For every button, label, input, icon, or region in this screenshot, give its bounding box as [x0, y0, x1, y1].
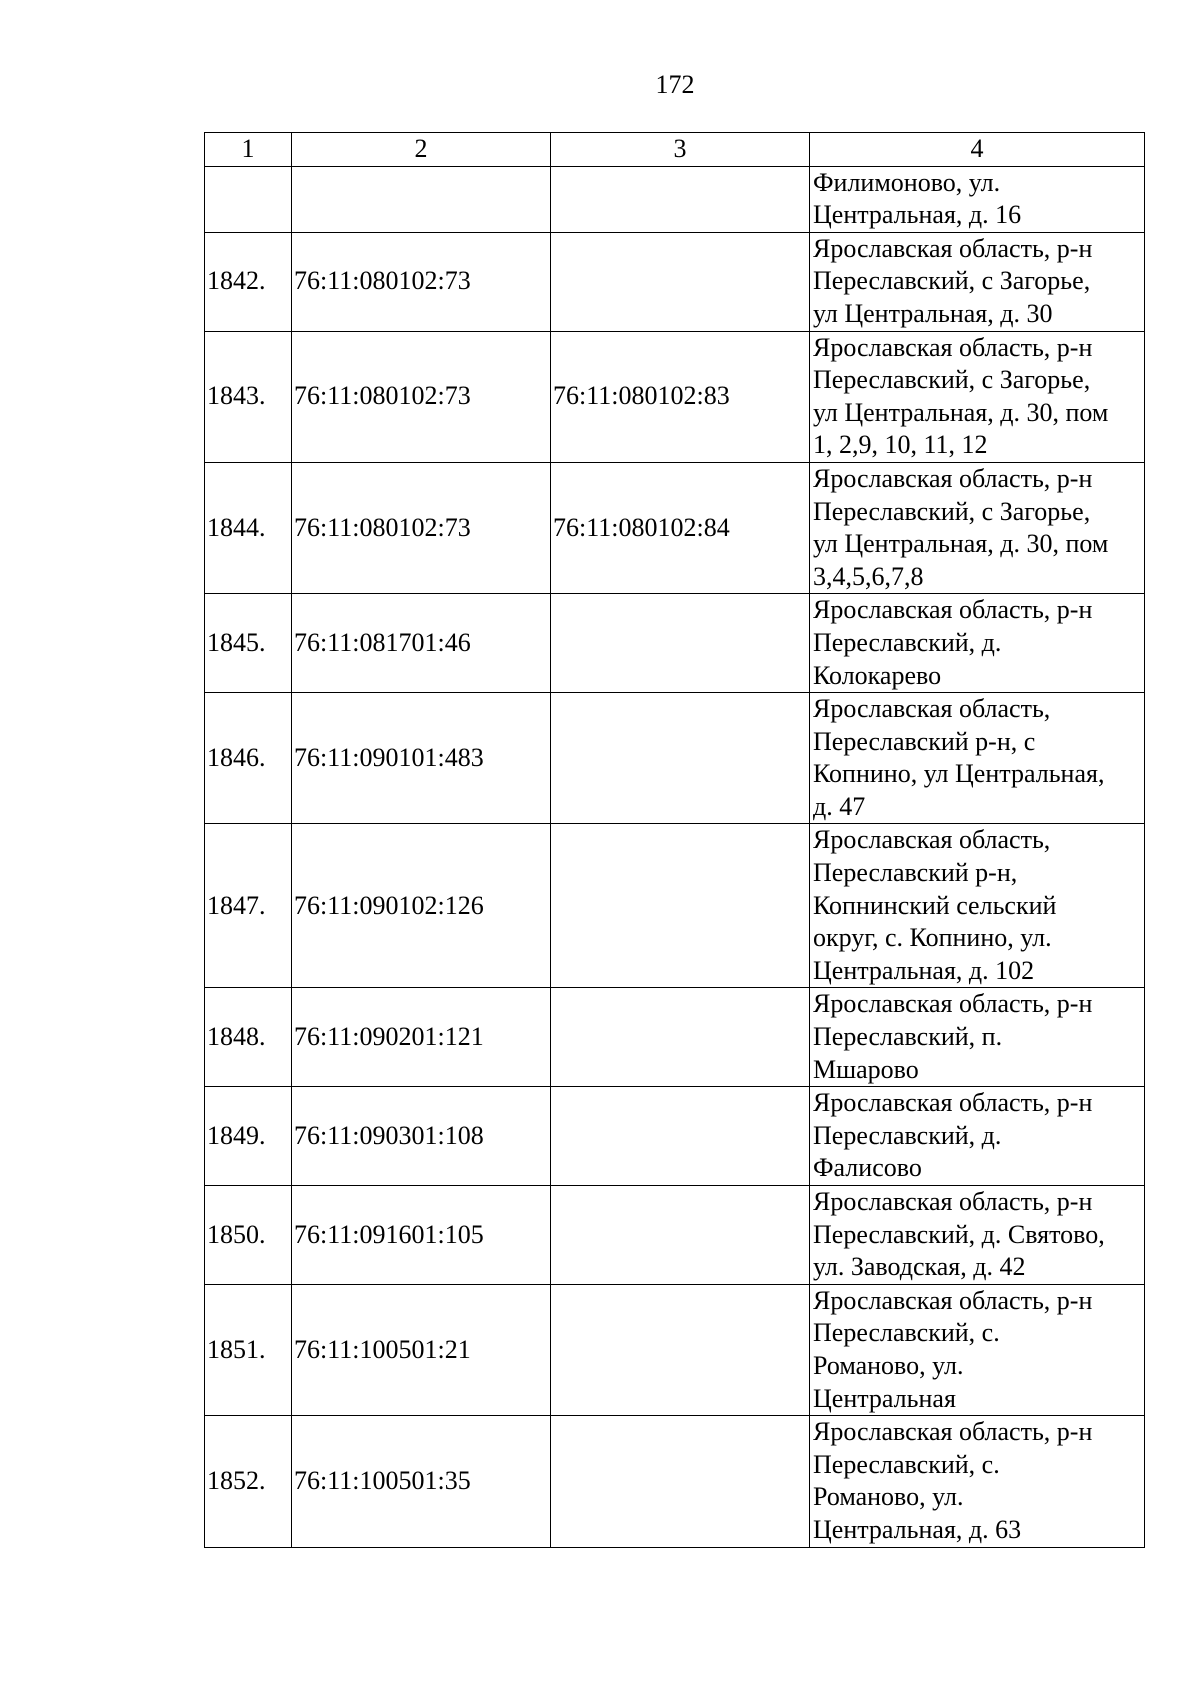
address-line: Центральная, д. 16: [813, 200, 1022, 230]
address-line: Переславский, д.: [813, 1120, 1002, 1150]
address-cell: [810, 232, 1145, 331]
address-line: 3,4,5,6,7,8: [813, 561, 924, 591]
cadastral-number-cell: 76:11:090102:126: [292, 824, 551, 988]
address-cell: [810, 1416, 1145, 1547]
row-number-cell: 1849.: [205, 1087, 292, 1186]
object-number-cell: [551, 594, 810, 693]
address-line: Колокарево: [813, 660, 942, 690]
table-row: [205, 166, 1145, 232]
page-number: 172: [655, 70, 695, 99]
header-col-1: 1: [205, 133, 292, 167]
table-row: [205, 331, 1145, 462]
address-line: Ярославская область, р-н: [813, 989, 1093, 1019]
cadastral-number-cell: 76:11:100501:35: [292, 1416, 551, 1547]
table-row: [205, 1186, 1145, 1285]
address-line: Ярославская область, р-н: [813, 1187, 1093, 1216]
table-row: [205, 988, 1145, 1087]
row-number-cell: 1845.: [205, 594, 292, 693]
object-number-cell: [551, 1284, 810, 1415]
address-line: д. 47: [813, 791, 866, 821]
cadastral-number-cell: [292, 166, 551, 232]
table-row: [205, 1087, 1145, 1186]
address-line: Переславский, д.: [813, 627, 1002, 657]
row-number-cell: 1847.: [205, 824, 292, 988]
registry-table: [204, 132, 1145, 1548]
address-line: Переславский, с Загорье,: [813, 496, 1091, 526]
header-col-3: 3: [551, 133, 810, 167]
address-cell: [810, 988, 1145, 1087]
row-number-cell: 1842.: [205, 232, 292, 331]
address-line: Ярославская область, р-н: [813, 1417, 1093, 1447]
object-number-cell: [551, 166, 810, 232]
address-cell: [810, 824, 1145, 988]
address-line: Переславский, с.: [813, 1449, 1000, 1479]
address-line: Романово, ул.: [813, 1482, 964, 1512]
object-number-cell: [551, 1416, 810, 1547]
address-line: Центральная: [813, 1383, 956, 1413]
address-line: Переславский р-н, с: [813, 726, 1036, 756]
address-line: Копнинский сельский: [813, 890, 1057, 920]
table-row: [205, 693, 1145, 824]
address-line: Мшарово: [813, 1054, 919, 1084]
address-line: Ярославская область, р-н: [813, 1088, 1093, 1118]
table-row: [205, 462, 1145, 593]
row-number-cell: 1843.: [205, 331, 292, 462]
row-number-cell: 1846.: [205, 693, 292, 824]
row-number-cell: 1850.: [205, 1186, 292, 1285]
address-line: округ, с. Копнино, ул.: [813, 923, 1052, 953]
table-row: [205, 824, 1145, 988]
row-number-cell: [205, 166, 292, 232]
cadastral-number-cell: 76:11:080102:73: [292, 232, 551, 331]
object-number-cell: 76:11:080102:83: [551, 331, 810, 462]
address-line: Переславский, п.: [813, 1022, 1003, 1052]
object-number-cell: [551, 1186, 810, 1285]
address-line: Переславский р-н,: [813, 858, 1018, 888]
address-line: Романово, ул.: [813, 1350, 964, 1380]
address-cell: [810, 594, 1145, 693]
table-row: [205, 1284, 1145, 1415]
cadastral-number-cell: 76:11:090101:483: [292, 693, 551, 824]
row-number-cell: 1852.: [205, 1416, 292, 1547]
address-line: Ярославская область, р-н: [813, 1285, 1093, 1315]
object-number-cell: [551, 232, 810, 331]
address-cell: [810, 1186, 1145, 1285]
table-row: [205, 1416, 1145, 1547]
cadastral-number-cell: 76:11:081701:46: [292, 594, 551, 693]
address-line: ул Центральная, д. 30, пом: [813, 397, 1109, 427]
row-number-cell: 1844.: [205, 462, 292, 593]
table-header: [205, 133, 1145, 167]
address-cell: [810, 1087, 1145, 1186]
cadastral-number-cell: 76:11:090301:108: [292, 1087, 551, 1186]
address-line: Ярославская область, р-н: [813, 233, 1093, 263]
cadastral-number-cell: 76:11:090201:121: [292, 988, 551, 1087]
header-col-4: 4: [810, 133, 1145, 167]
address-line: ул Центральная, д. 30, пом: [813, 529, 1109, 559]
address-line: Переславский, д. Святово,: [813, 1219, 1105, 1249]
row-number-cell: 1848.: [205, 988, 292, 1087]
cadastral-number-cell: 76:11:080102:73: [292, 331, 551, 462]
address-line: Копнино, ул Центральная,: [813, 759, 1105, 789]
address-line: Переславский, с.: [813, 1318, 1000, 1348]
address-line: ул Центральная, д. 30: [813, 298, 1053, 328]
address-line: Ярославская область, р-н: [813, 463, 1093, 493]
cadastral-number-cell: 76:11:091601:105: [292, 1186, 551, 1285]
address-line: Ярославская область, р-н: [813, 332, 1093, 362]
address-line: Центральная, д. 102: [813, 955, 1035, 985]
address-line: Ярославская область,: [813, 825, 1051, 855]
address-line: Фалисово: [813, 1153, 922, 1183]
table-row: [205, 232, 1145, 331]
address-line: Филимоново, ул.: [813, 167, 1001, 197]
address-line: Ярославская область,: [813, 694, 1051, 724]
object-number-cell: [551, 824, 810, 988]
object-number-cell: [551, 988, 810, 1087]
table-row: [205, 594, 1145, 693]
address-line: Ярославская область, р-н: [813, 595, 1093, 625]
address-line: Переславский, с Загорье,: [813, 365, 1091, 395]
address-cell: [810, 462, 1145, 593]
header-col-2: 2: [292, 133, 551, 167]
row-number-cell: 1851.: [205, 1284, 292, 1415]
address-line: Центральная, д. 63: [813, 1514, 1022, 1544]
address-cell: [810, 1284, 1145, 1415]
address-line: Переславский, с Загорье,: [813, 266, 1091, 296]
address-cell: [810, 166, 1145, 232]
address-line: ул. Заводская, д. 42: [813, 1252, 1026, 1282]
object-number-cell: 76:11:080102:84: [551, 462, 810, 593]
table-body: [205, 166, 1145, 1547]
object-number-cell: [551, 1087, 810, 1186]
object-number-cell: [551, 693, 810, 824]
address-cell: [810, 331, 1145, 462]
address-cell: [810, 693, 1145, 824]
address-line: 1, 2,9, 10, 11, 12: [813, 430, 988, 460]
cadastral-number-cell: 76:11:100501:21: [292, 1284, 551, 1415]
cadastral-number-cell: 76:11:080102:73: [292, 462, 551, 593]
header-row: [205, 133, 1145, 167]
